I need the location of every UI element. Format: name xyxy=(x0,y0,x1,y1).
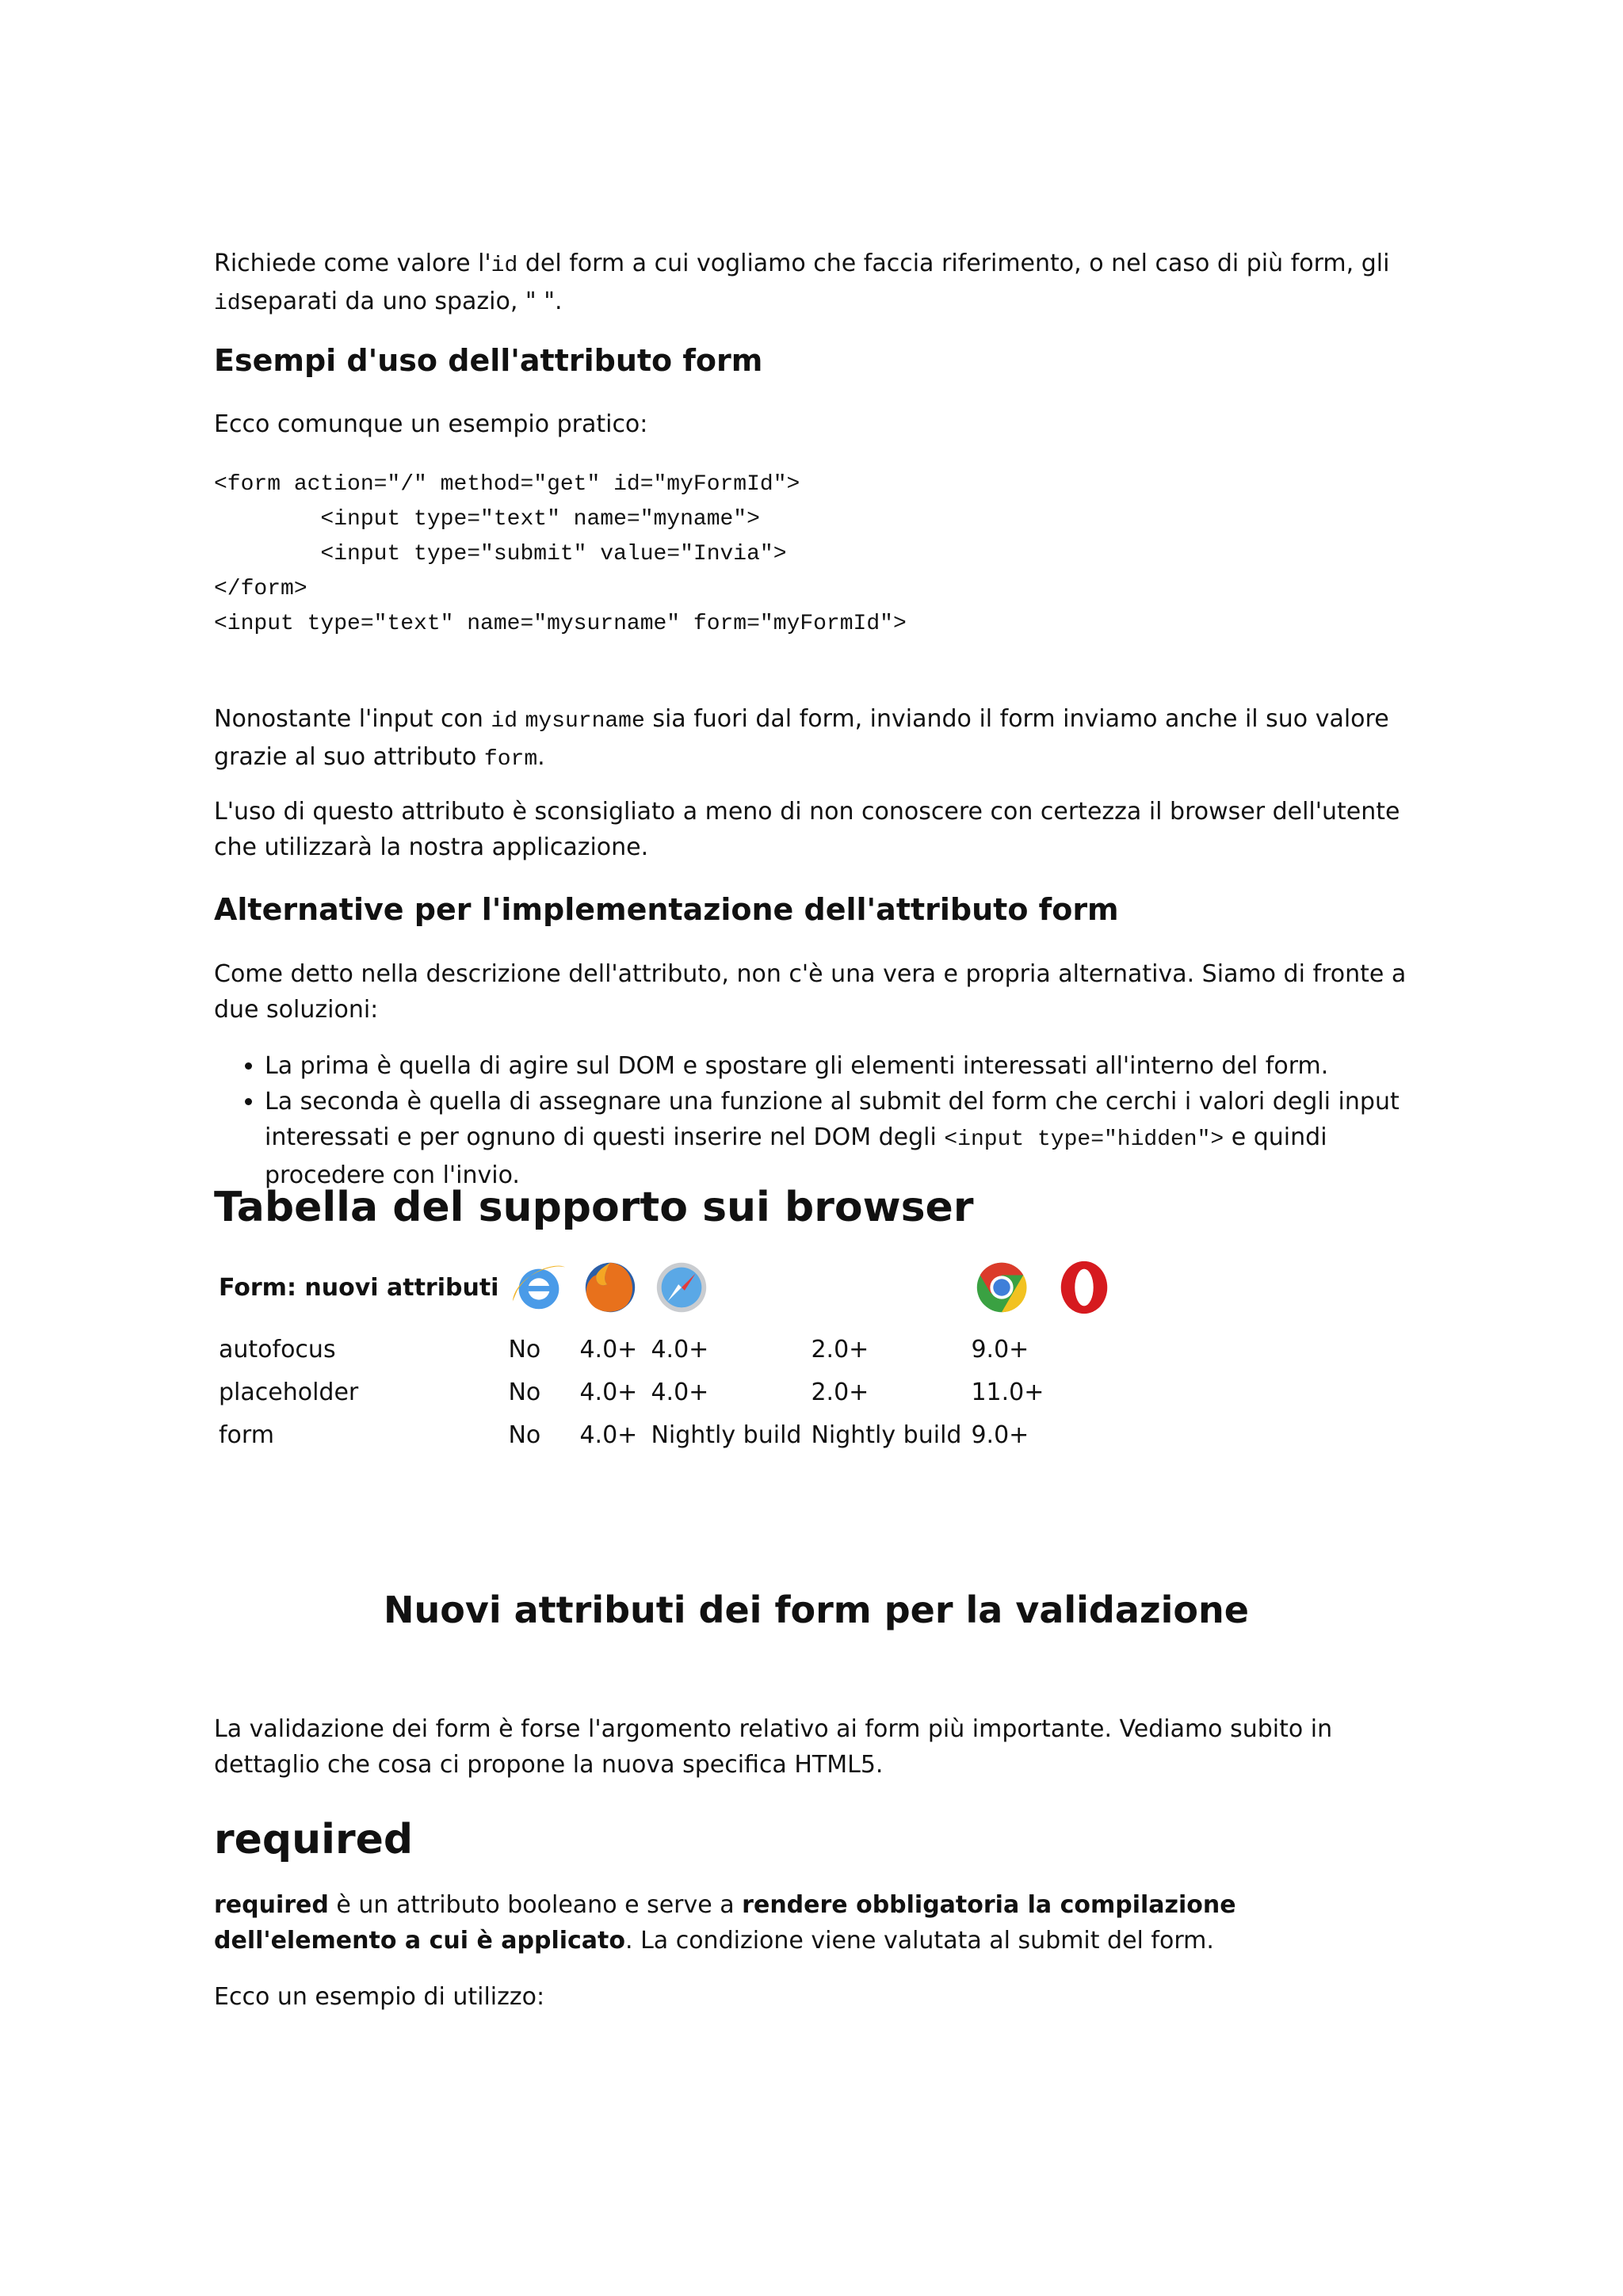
opera-cell: 9.0+ xyxy=(971,1421,1029,1449)
alternatives-list xyxy=(214,1048,1419,1193)
inline-code: id xyxy=(214,292,241,316)
table-header-cell xyxy=(966,1252,1048,1323)
table-header-cell xyxy=(503,1252,575,1323)
opera-cell: 9.0+ xyxy=(971,1336,1029,1363)
validation-lead: La validazione dei form è forse l'argomento relativo ai form più importante. Vediamo subito in dettaglio che cosa ci propone la nuova specifica HTML5. xyxy=(214,1715,1333,1779)
required-description: required è un attributo booleano e serve a rendere obbligatoria la compilazione dell'elemento a cui è applicato. La condizione viene valutata al submit del form. xyxy=(214,1891,1236,1955)
table-header-cell xyxy=(646,1252,806,1323)
examples-heading: Esempi d'uso dell'attributo form xyxy=(214,343,763,378)
browser-support-table xyxy=(214,1252,1120,1457)
firefox-icon xyxy=(579,1257,641,1318)
inline-code: <input type="hidden"> xyxy=(944,1127,1224,1152)
inline-code: id xyxy=(491,254,518,278)
attr-cell: placeholder xyxy=(219,1379,359,1406)
inline-code: mysurname xyxy=(525,709,645,734)
intro-paragraph: Richiede come valore l'id del form a cui vogliamo che faccia riferimento, o nel caso di più form, gli idseparati da uno spazio, " ". xyxy=(214,250,1390,316)
chrome-cell: Nightly build xyxy=(811,1421,962,1449)
safari-cell: 4.0+ xyxy=(651,1379,709,1406)
ie-cell: No xyxy=(508,1421,541,1449)
chrome-cell: 2.0+ xyxy=(811,1379,869,1406)
inline-code: form xyxy=(483,747,538,772)
alternatives-lead: Come detto nella descrizione dell'attributo, non c'è una vera e propria alternativa. Siamo di fronte a due soluzioni: xyxy=(214,960,1407,1024)
firefox-cell: 4.0+ xyxy=(579,1379,638,1406)
safari-icon xyxy=(651,1257,712,1318)
chrome-cell: 2.0+ xyxy=(811,1336,869,1363)
table-row xyxy=(214,1323,1120,1371)
table-header-label: Form: nuovi attributi xyxy=(219,1273,499,1302)
examples-warning: L'uso di questo attributo è sconsigliato a meno di non conoscere con certezza il browser dell'utente che utilizzarà la nostra applicazione. xyxy=(214,798,1400,861)
examples-lead: Ecco comunque un esempio pratico: xyxy=(214,410,648,438)
safari-cell: 4.0+ xyxy=(651,1336,709,1363)
required-example-lead: Ecco un esempio di utilizzo: xyxy=(214,1983,545,2011)
support-heading: Tabella del supporto sui browser xyxy=(214,1184,974,1231)
internet-explorer-icon xyxy=(508,1257,570,1318)
code-example: <form action="/" method="get" id="myFormId"> <input type="text" name="myname"> <input type="submit" value="Invia"> </form> <input type="text" name="mysurname" form="myFormId"> xyxy=(214,472,907,636)
list-item: • La seconda è quella di assegnare una funzione al submit del form che cerchi i valori degli input interessati e per ognuno di questi inserire nel DOM degli <input type="hidden"> e quindi procedere con l'invio. xyxy=(265,1084,1419,1193)
opera-cell: 11.0+ xyxy=(971,1379,1044,1406)
required-heading: required xyxy=(214,1816,414,1863)
attr-cell: autofocus xyxy=(219,1336,336,1363)
table-header-row xyxy=(214,1252,1120,1323)
list-item: • La prima è quella di agire sul DOM e spostare gli elementi interessati all'interno del form. xyxy=(265,1048,1419,1084)
opera-icon xyxy=(1053,1257,1115,1318)
examples-note: Nonostante l'input con id mysurname sia fuori dal form, inviando il form inviamo anche il suo valore grazie al suo attributo form. xyxy=(214,705,1389,772)
inline-code: id xyxy=(491,709,518,734)
validation-heading: Nuovi attributi dei form per la validazione xyxy=(384,1589,1249,1631)
attr-cell: form xyxy=(219,1421,274,1449)
ie-cell: No xyxy=(508,1336,541,1363)
alternatives-heading: Alternative per l'implementazione dell'attributo form xyxy=(214,892,1119,927)
firefox-cell: 4.0+ xyxy=(579,1421,638,1449)
table-header-cell xyxy=(575,1252,646,1323)
table-header-cell xyxy=(1048,1252,1120,1323)
safari-cell: Nightly build xyxy=(651,1421,802,1449)
ie-cell: No xyxy=(508,1379,541,1406)
firefox-cell: 4.0+ xyxy=(579,1336,638,1363)
table-header-cell xyxy=(806,1252,966,1323)
table-row xyxy=(214,1371,1120,1414)
table-row xyxy=(214,1414,1120,1457)
chrome-icon xyxy=(971,1257,1033,1318)
